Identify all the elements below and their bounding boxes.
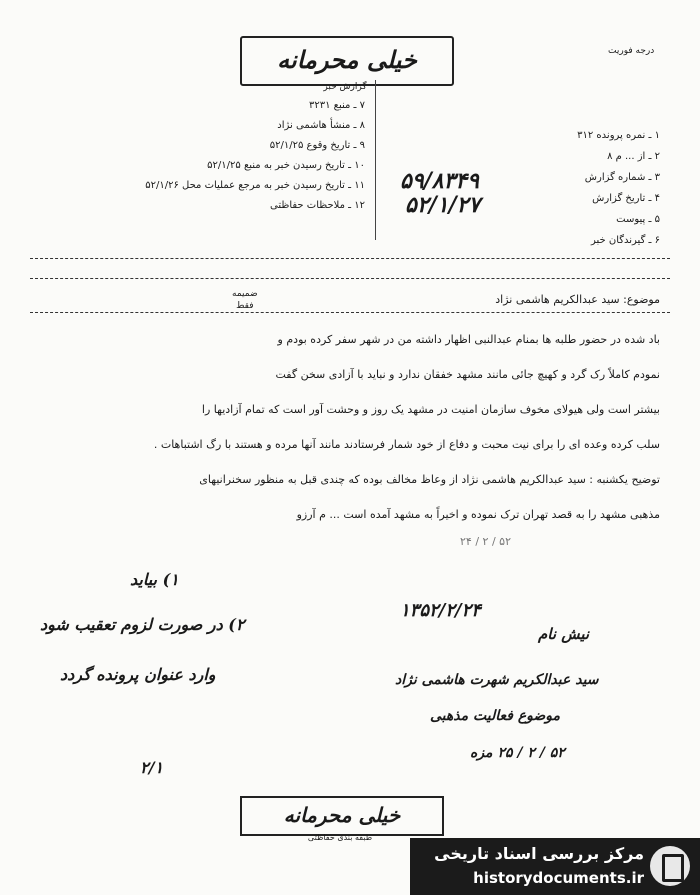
- body-line-6: مذهبی مشهد را به قصد تهران ترک نموده و اخیراً به مشهد آمده است ... م آرزو: [296, 508, 660, 521]
- field-from: ۲ ـ از ... م ۸: [607, 151, 660, 162]
- attachment-note: ضمیمه فقط: [232, 289, 258, 311]
- field-received-source-date: ۱۰ ـ تاریخ رسیدن خبر به منبع ۵۲/۱/۲۵: [207, 160, 365, 171]
- classification-stamp-top: خیلی محرمانه: [240, 36, 454, 86]
- body-line-1: باد شده در حضور طلبه ها بمنام عبدالنبی اظهار داشته من در شهر سفر کرده بودم و: [277, 333, 660, 346]
- field-report-date: ۴ ـ تاریخ گزارش: [592, 193, 660, 204]
- handwritten-note-1: ۱) بیاید: [130, 570, 179, 589]
- field-attachment: ۵ ـ پیوست: [616, 214, 660, 225]
- separator-2: [30, 278, 670, 279]
- handwritten-note-3: وارد عنوان پرونده گردد: [60, 665, 216, 684]
- field-received-local-date: ۱۱ ـ تاریخ رسیدن خبر به مرجع عملیات محل ۵۲/۱/۲۶: [145, 180, 365, 191]
- date-handwritten: ۱۳۵۲/۲/۲۴: [400, 600, 481, 621]
- field-recipients: ۶ ـ گیرندگان خبر: [590, 235, 660, 246]
- watermark-title: مرکز بررسی اسناد تاریخی: [434, 844, 644, 863]
- field-event-date: ۹ ـ تاریخ وقوع ۵۲/۱/۲۵: [269, 140, 365, 151]
- handwritten-signature: ۲/۱: [140, 758, 164, 777]
- subject-underline: [30, 312, 670, 313]
- field-source: ۷ ـ منبع ۳۲۳۱: [308, 100, 365, 111]
- report-number-value: ۵۹/۸۳۴۹: [400, 168, 479, 194]
- column-divider: [375, 80, 376, 240]
- subject-line: موضوع: سید عبدالکریم هاشمی نژاد: [495, 293, 660, 306]
- report-date-value: ۵۲/۱/۲۷: [405, 192, 481, 218]
- summary-topic: موضوع فعالیت مذهبی: [430, 708, 561, 724]
- body-line-4: سلب کرده وعده ای را برای نیت محبت و دفاع از خود شمار فرستادند مانند آنها مرده و هستند با رگ اشتباهات .: [153, 438, 660, 451]
- book-logo-icon: [650, 846, 690, 886]
- field-security-notes: ۱۲ ـ ملاحظات حفاظتی: [270, 200, 365, 211]
- field-report-number: ۳ ـ شماره گزارش: [584, 172, 660, 183]
- summary-date: ۵۲ / ۲ / ۲۵ مزه: [470, 745, 565, 761]
- faint-number: ۵۲ / ۲ / ۲۴: [460, 535, 511, 548]
- separator-1: [30, 258, 670, 259]
- summary-title: نیش نام: [538, 625, 590, 643]
- watermark-banner: [410, 838, 700, 895]
- classification-stamp-bottom: خیلی محرمانه: [240, 796, 444, 836]
- handwritten-note-2: ۲) در صورت لزوم تعقیب شود: [40, 615, 245, 634]
- field-file-number: ۱ ـ نمره پرونده ۳۱۲: [577, 130, 660, 141]
- urgency-label: درجه فوریت: [608, 46, 655, 56]
- body-line-5: توضیح یکشنبه : سید عبدالکریم هاشمی نژاد از وعاظ مخالف بوده که چندی قبل به منظور سخنرانیهای: [199, 473, 660, 486]
- stamp-subtitle: گزارش خبر: [323, 82, 367, 92]
- body-line-3: بیشتر است ولی هیولای مخوف سازمان امنیت در مشهد یک روز و وحشت آور است که تمام آزادیها را: [201, 403, 660, 416]
- summary-name: سید عبدالکریم شهرت هاشمی نژاد: [395, 672, 599, 688]
- stamp-bottom-subtitle: طبقه بندی حفاظتی: [307, 833, 373, 842]
- watermark-url: historydocuments.ir: [473, 869, 644, 887]
- body-line-2: نمودم کاملاً رک گرد و کهیچ جائی مانند مشهد خفقان ندارد و نباید با آزادی سخن گفت: [275, 368, 660, 381]
- field-origin: ۸ ـ منشأ هاشمی نژاد: [277, 120, 365, 131]
